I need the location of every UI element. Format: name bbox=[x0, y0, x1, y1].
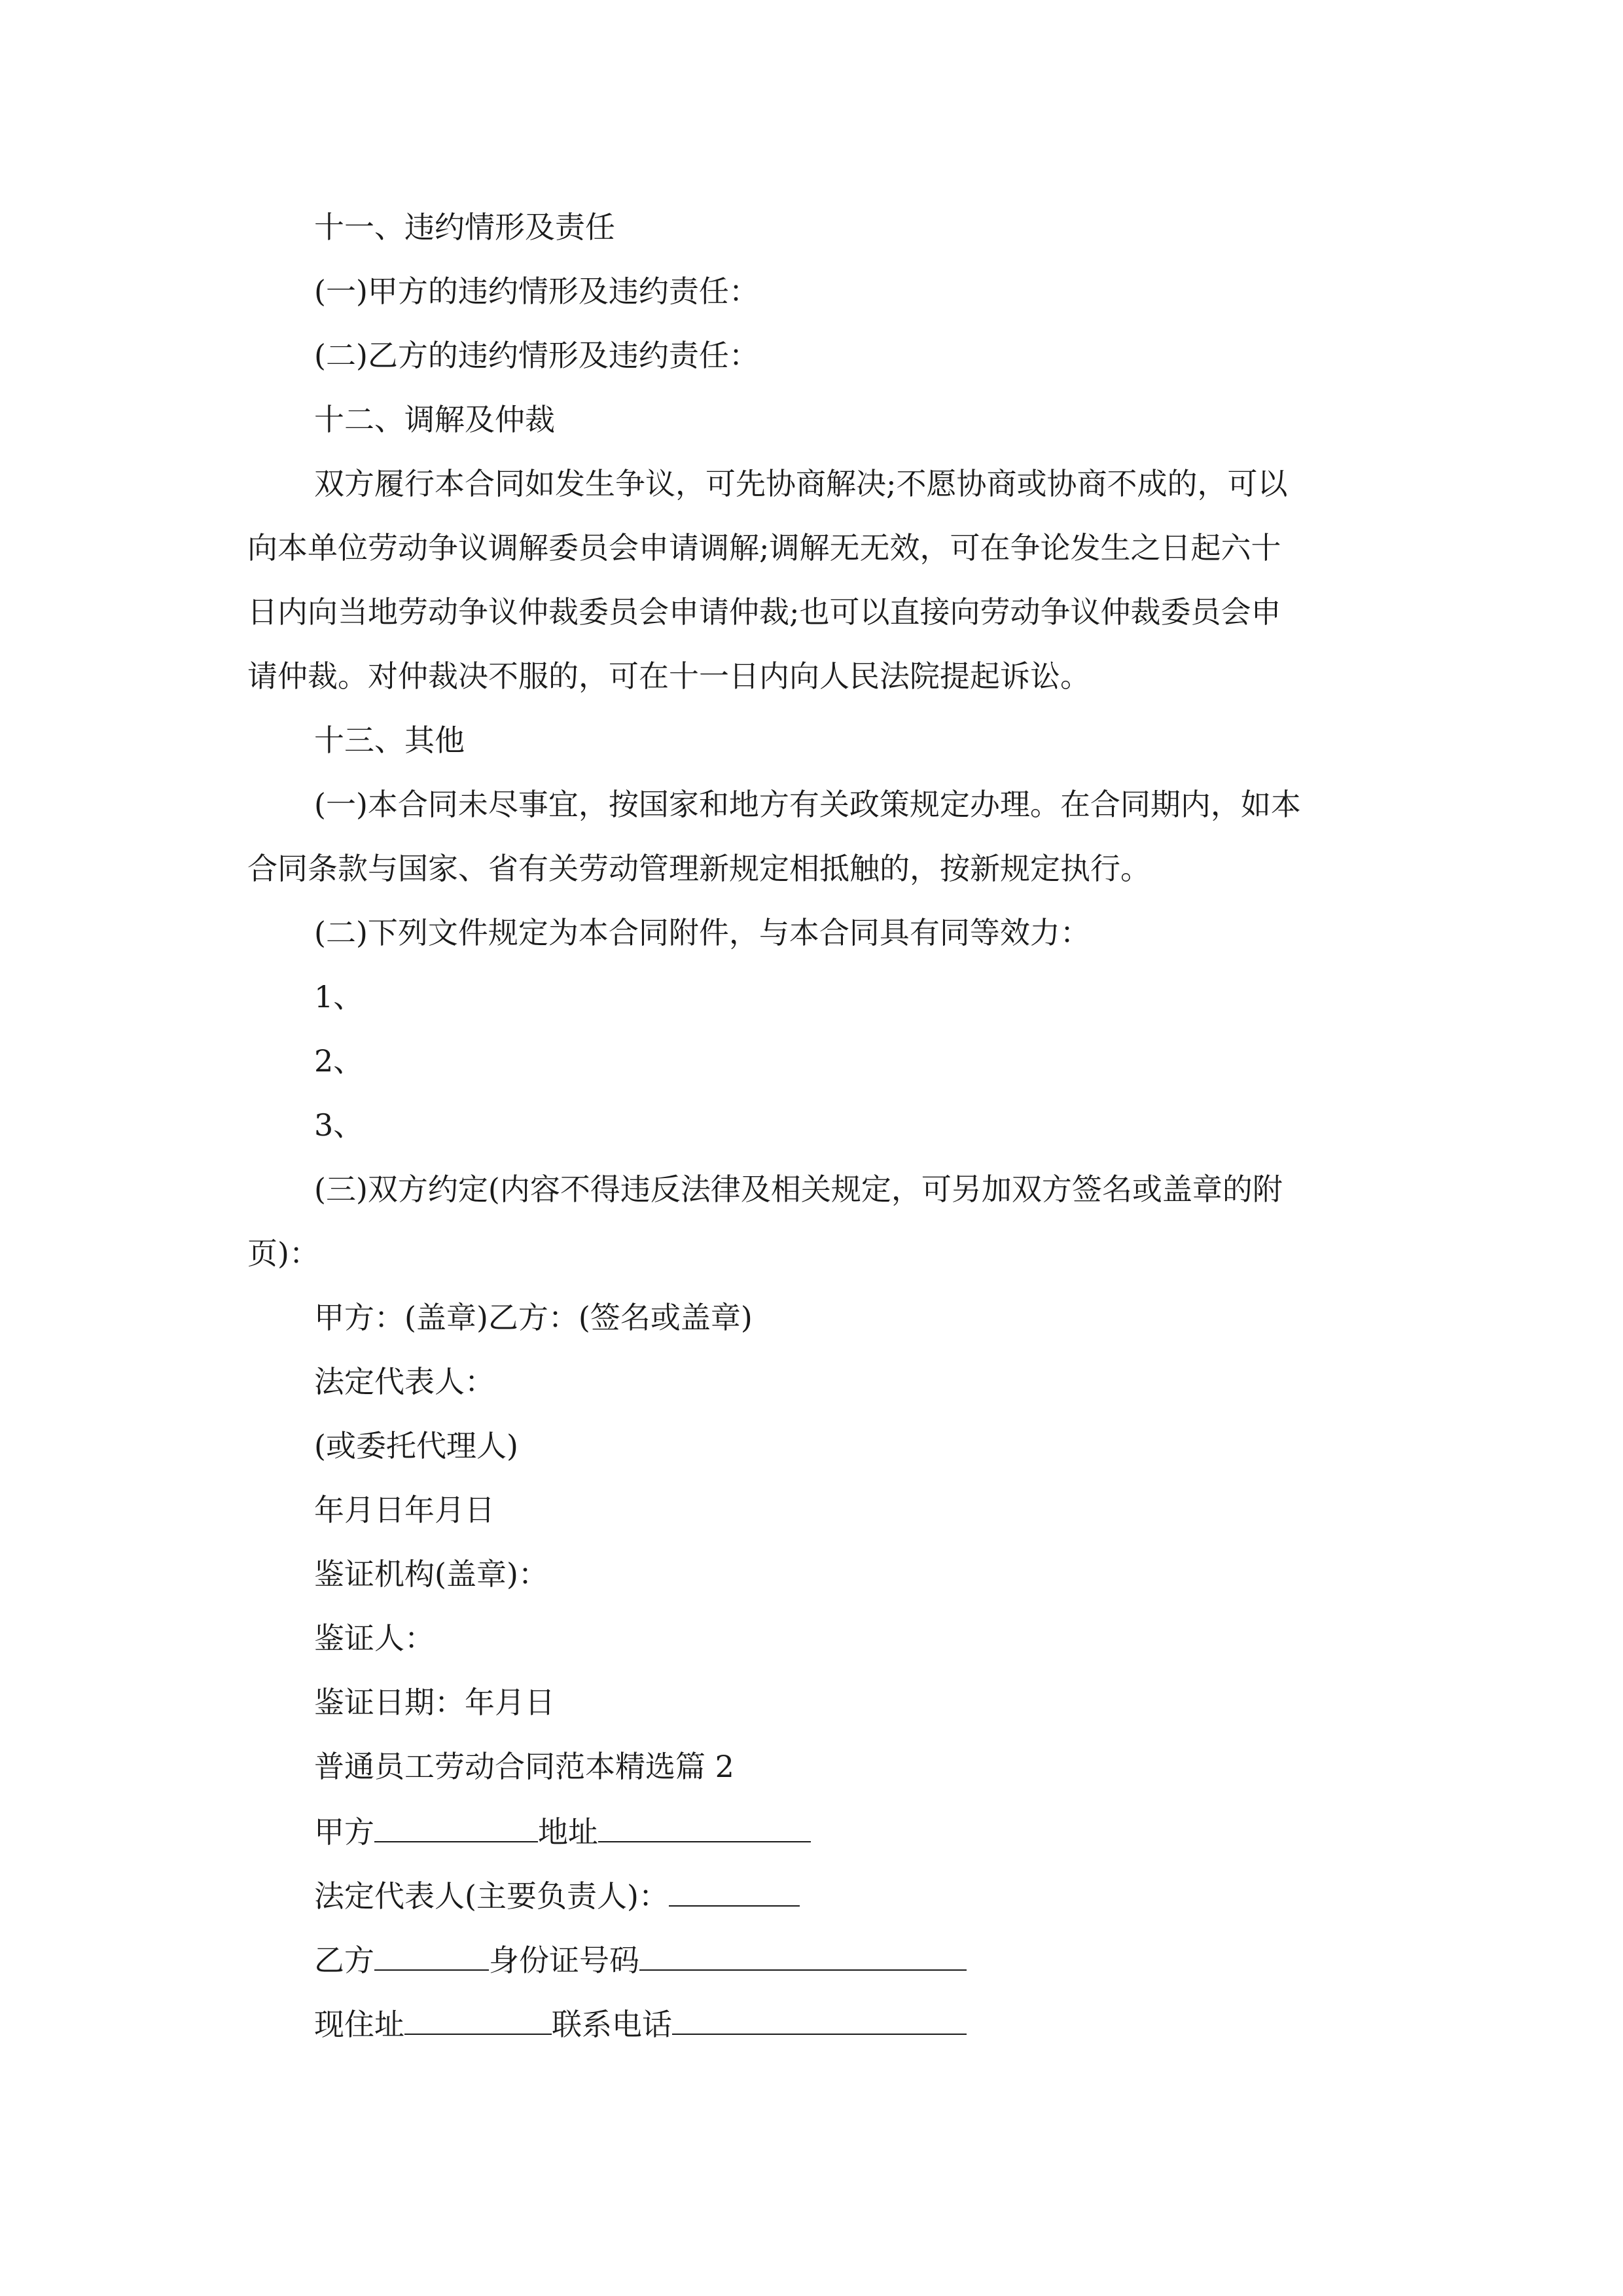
phone-blank[interactable] bbox=[672, 2003, 967, 2035]
signature-dates: 年月日年月日 bbox=[314, 1492, 495, 1528]
section-12-para-line: 请仲裁。对仲裁决不服的，可在十一日内向人民法院提起诉讼。 bbox=[247, 658, 1090, 694]
section-12-para-line: 向本单位劳动争议调解委员会申请调解;调解无无效，可在争论发生之日起六十 bbox=[247, 530, 1281, 565]
party-a-label: 甲方 bbox=[314, 1814, 374, 1850]
section-13-item-1-line: (一)本合同未尽事宜，按国家和地方有关政策规定办理。在合同期内，如本 bbox=[314, 787, 1301, 822]
section-11-item-1: (一)甲方的违约情形及违约责任： bbox=[314, 274, 759, 309]
section-12-para-line: 双方履行本合同如发生争议，可先协商解决;不愿协商或协商不成的，可以 bbox=[314, 466, 1288, 501]
party-a-row bbox=[314, 1811, 811, 1852]
address-label: 地址 bbox=[538, 1814, 598, 1850]
phone-label: 联系电话 bbox=[552, 2007, 672, 2042]
section-13-item-3-line: (三)双方约定(内容不得违反法律及相关规定，可另加双方签名或盖章的附 bbox=[314, 1172, 1283, 1207]
attachment-item: 2、 bbox=[314, 1043, 364, 1079]
current-address-label: 现住址 bbox=[314, 2007, 404, 2042]
section-13-item-2: (二)下列文件规定为本合同附件，与本合同具有同等效力： bbox=[314, 915, 1090, 950]
certification-date: 鉴证日期：年月日 bbox=[314, 1685, 555, 1720]
section-13-item-3-line: 页)： bbox=[247, 1236, 319, 1271]
party-b-blank[interactable] bbox=[374, 1939, 489, 1971]
legal-rep-blank[interactable] bbox=[669, 1875, 800, 1907]
legal-rep-row bbox=[314, 1875, 800, 1916]
section-13-heading: 十三、其他 bbox=[314, 723, 465, 758]
signature-parties: 甲方：(盖章)乙方：(签名或盖章) bbox=[314, 1300, 753, 1335]
id-number-blank[interactable] bbox=[639, 1939, 967, 1971]
current-address-row bbox=[314, 2003, 967, 2044]
section-11-item-2: (二)乙方的违约情形及违约责任： bbox=[314, 338, 759, 373]
section-11-heading: 十一、违约情形及责任 bbox=[314, 209, 615, 245]
party-b-row bbox=[314, 1939, 967, 1980]
certifier: 鉴证人： bbox=[314, 1621, 435, 1656]
signature-legal-rep: 法定代表人： bbox=[314, 1364, 495, 1399]
part-2-title: 普通员工劳动合同范本精选篇 2 bbox=[314, 1749, 734, 1784]
address-blank[interactable] bbox=[598, 1811, 811, 1842]
signature-agent: (或委托代理人) bbox=[314, 1428, 518, 1463]
current-address-blank[interactable] bbox=[404, 2003, 552, 2035]
party-a-blank[interactable] bbox=[374, 1811, 538, 1842]
attachment-item: 3、 bbox=[314, 1107, 364, 1143]
section-13-item-1-line: 合同条款与国家、省有关劳动管理新规定相抵触的，按新规定执行。 bbox=[247, 851, 1150, 886]
attachment-item: 1、 bbox=[314, 979, 364, 1014]
id-number-label: 身份证号码 bbox=[489, 1943, 639, 1978]
party-b-label: 乙方 bbox=[314, 1943, 374, 1978]
legal-rep-label: 法定代表人(主要负责人)： bbox=[314, 1878, 669, 1914]
section-12-heading: 十二、调解及仲裁 bbox=[314, 402, 555, 437]
certification-org: 鉴证机构(盖章)： bbox=[314, 1556, 548, 1592]
section-12-para-line: 日内向当地劳动争议仲裁委员会申请仲裁;也可以直接向劳动争议仲裁委员会申 bbox=[247, 594, 1281, 630]
